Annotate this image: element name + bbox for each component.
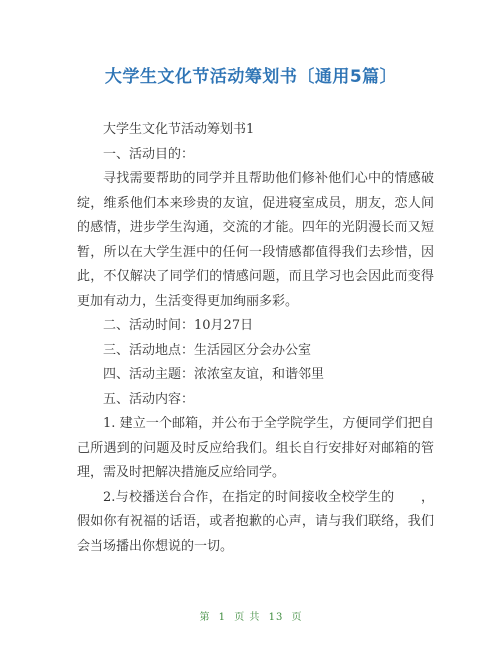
- footer-prefix: 第: [199, 612, 211, 623]
- item-theme: 四、活动主题：浓浓室友谊，和谐邻里: [103, 367, 325, 382]
- footer-suffix: 页: [291, 612, 303, 623]
- purpose-paragraph: 寻找需要帮助的同学并且帮助他们修补他们心中的情感破绽，维系他们本来珍贵的友谊，促进寝室成员，朋友，恋人间的感情，进步学生沟通，交流的才能。四年的光阴漫长而又短暂，所以在大学生涯中的任何一段情感都值得我们去珍惜，因此，不仅解决了同学们的情感问题，而且学习也会因此而变得更加有动力，生活变得更加绚丽多彩。: [77, 171, 434, 309]
- footer-page-number: 1: [218, 612, 227, 623]
- document-body: [77, 118, 434, 559]
- item-content-heading: 五、活动内容：: [103, 391, 195, 407]
- item-location: 三、活动地点：生活园区分会办公室: [103, 342, 312, 358]
- page-footer: [0, 608, 502, 623]
- item-purpose-heading: 一、活动目的：: [103, 146, 195, 162]
- footer-total-pages: 13: [268, 612, 284, 623]
- document-title: 大学生文化节活动筹划书〔通用5篇〕: [104, 67, 398, 87]
- content-item-2: 2.与校播送台合作，在指定的时间接收全校学生的 ，假如你有祝福的话语，或者抱歉的心声，请与我们联络，我们会当场播出你想说的一切。: [77, 489, 434, 554]
- item-time: 二、活动时间：10月27日: [103, 318, 254, 333]
- footer-middle: 页 共: [234, 612, 261, 623]
- section-heading: 大学生文化节活动筹划书1: [103, 122, 255, 137]
- content-item-1: 1. 建立一个邮箱，并公布于全学院学生，方便同学们把自己所遇到的问题及时反应给我们。组长自行安排好对邮箱的管理，需及时把解决措施反应给同学。: [77, 416, 434, 480]
